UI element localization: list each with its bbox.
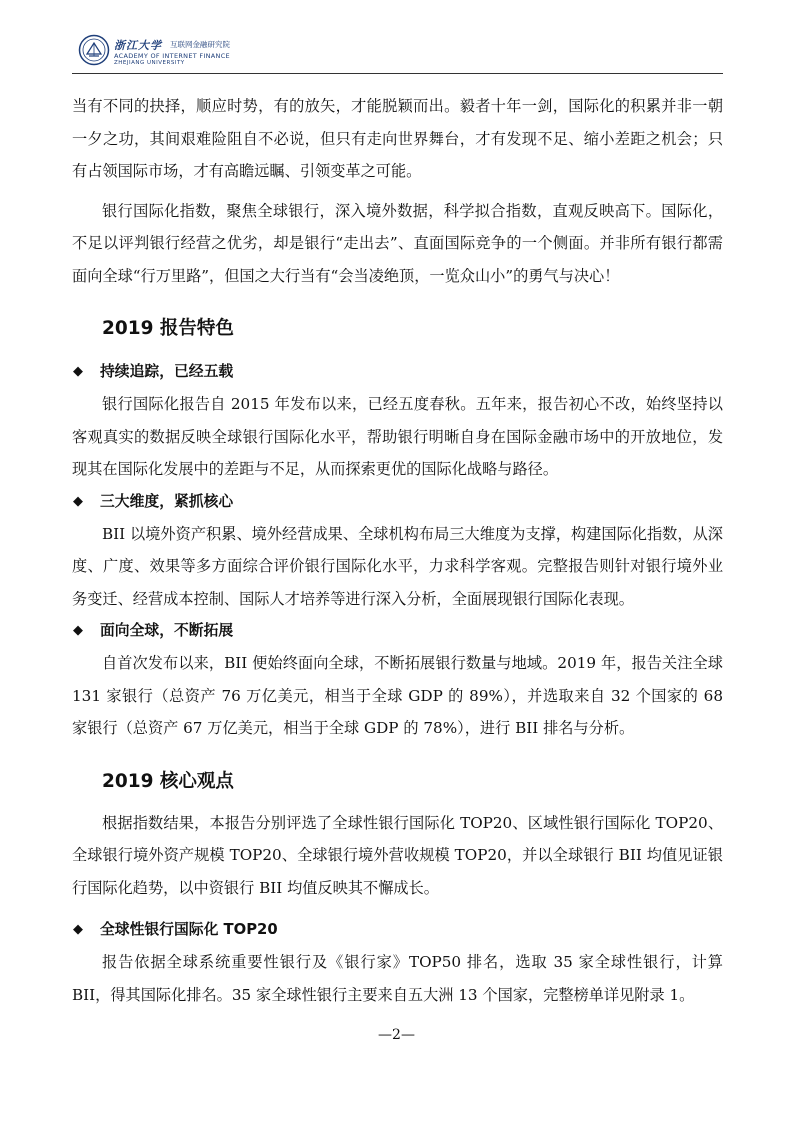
university-emblem-icon: [78, 34, 110, 66]
feature-text-3: 自首次发布以来，BII 便始终面向全球，不断拓展银行数量与地域。2019 年，报告关注全球 131 家银行（总资产 76 万亿美元，相当于全球 GDP 的 89%），并选取来自 32 个国家的 68 家银行（总资产 67 万亿美元，相当于全球 GDP 的 78%），进行 BII 排名与分析。: [72, 654, 723, 737]
core-item-heading-label: 全球性银行国际化 TOP20: [100, 921, 278, 938]
core-item-text: 报告依据全球系统重要性银行及《银行家》TOP50 排名，选取 35 家全球性银行，计算 BII，得其国际化排名。35 家全球性银行主要来自五大洲 13 个国家，完整榜单详见附录 1。: [72, 953, 723, 1004]
core-section-title: 2019 核心观点: [102, 770, 234, 792]
feature-heading-2: [72, 486, 723, 518]
diamond-bullet-icon: ◆: [73, 493, 83, 509]
diamond-bullet-icon: ◆: [73, 623, 83, 638]
core-item-heading: [72, 914, 723, 946]
page-number: —2—: [378, 1027, 415, 1043]
logo-chinese-name: 浙江大学: [114, 39, 162, 52]
page-content: [72, 90, 723, 1011]
diamond-bullet-icon: ◆: [73, 922, 83, 937]
feature-heading-3: [72, 615, 723, 647]
logo-english-line-2: ZHEJIANG UNIVERSITY: [114, 60, 185, 66]
feature-heading-2-label: 三大维度，紧抓核心: [100, 492, 234, 510]
logo-institute-name: 互联网金融研究院: [170, 40, 230, 49]
diamond-bullet-icon: ◆: [73, 364, 83, 379]
feature-heading-1-label: 持续追踪，已经五载: [100, 363, 234, 380]
page-header: [72, 28, 721, 74]
feature-heading-1: [72, 356, 723, 388]
feature-text-1: 银行国际化报告自 2015 年发布以来，已经五度春秋。五年来，报告初心不改，始终坚持以客观真实的数据反映全球银行国际化水平，帮助银行明晰自身在国际金融市场中的开放地位，发现其在国际化发展中的差距与不足，从而探索更优的国际化战略与路径。: [72, 395, 723, 478]
feature-text-2: BII 以境外资产积累、境外经营成果、全球机构布局三大维度为支撑，构建国际化指数，从深度、广度、效果等多方面综合评价银行国际化水平，力求科学客观。完整报告则针对银行境外业务变迁、经营成本控制、国际人才培养等进行深入分析，全面展现银行国际化表现。: [72, 524, 723, 608]
header-divider: [72, 73, 723, 74]
logo-english-line-1: ACADEMY OF INTERNET FINANCE: [114, 52, 230, 60]
features-section-title: 2019 报告特色: [102, 318, 234, 339]
feature-heading-3-label: 面向全球，不断拓展: [100, 622, 234, 639]
intro-paragraph-2: 银行国际化指数，聚焦全球银行，深入境外数据，科学拟合指数，直观反映高下。国际化，不足以评判银行经营之优劣，却是银行“走出去”、直面国际竞争的一个侧面。并非所有银行都需面向全球“行万里路”，但国之大行当有“会当凌绝顶，一览众山小”的勇气与决心！: [72, 201, 723, 285]
intro-paragraph-1: 当有不同的抉择，顺应时势，有的放矢，才能脱颖而出。毅者十年一剑，国际化的积累并非一朝一夕之功，其间艰难险阻自不必说，但只有走向世界舞台，才有发现不足、缩小差距之机会；只有占领国际市场，才有高瞻远瞩、引领变革之可能。: [72, 97, 723, 180]
core-paragraph: 根据指数结果，本报告分别评选了全球性银行国际化 TOP20、区域性银行国际化 TOP20、全球银行境外资产规模 TOP20、全球银行境外营收规模 TOP20，并以全球银行 BII 均值见证银行国际化趋势，以中资银行 BII 均值反映其不懈成长。: [72, 813, 723, 897]
